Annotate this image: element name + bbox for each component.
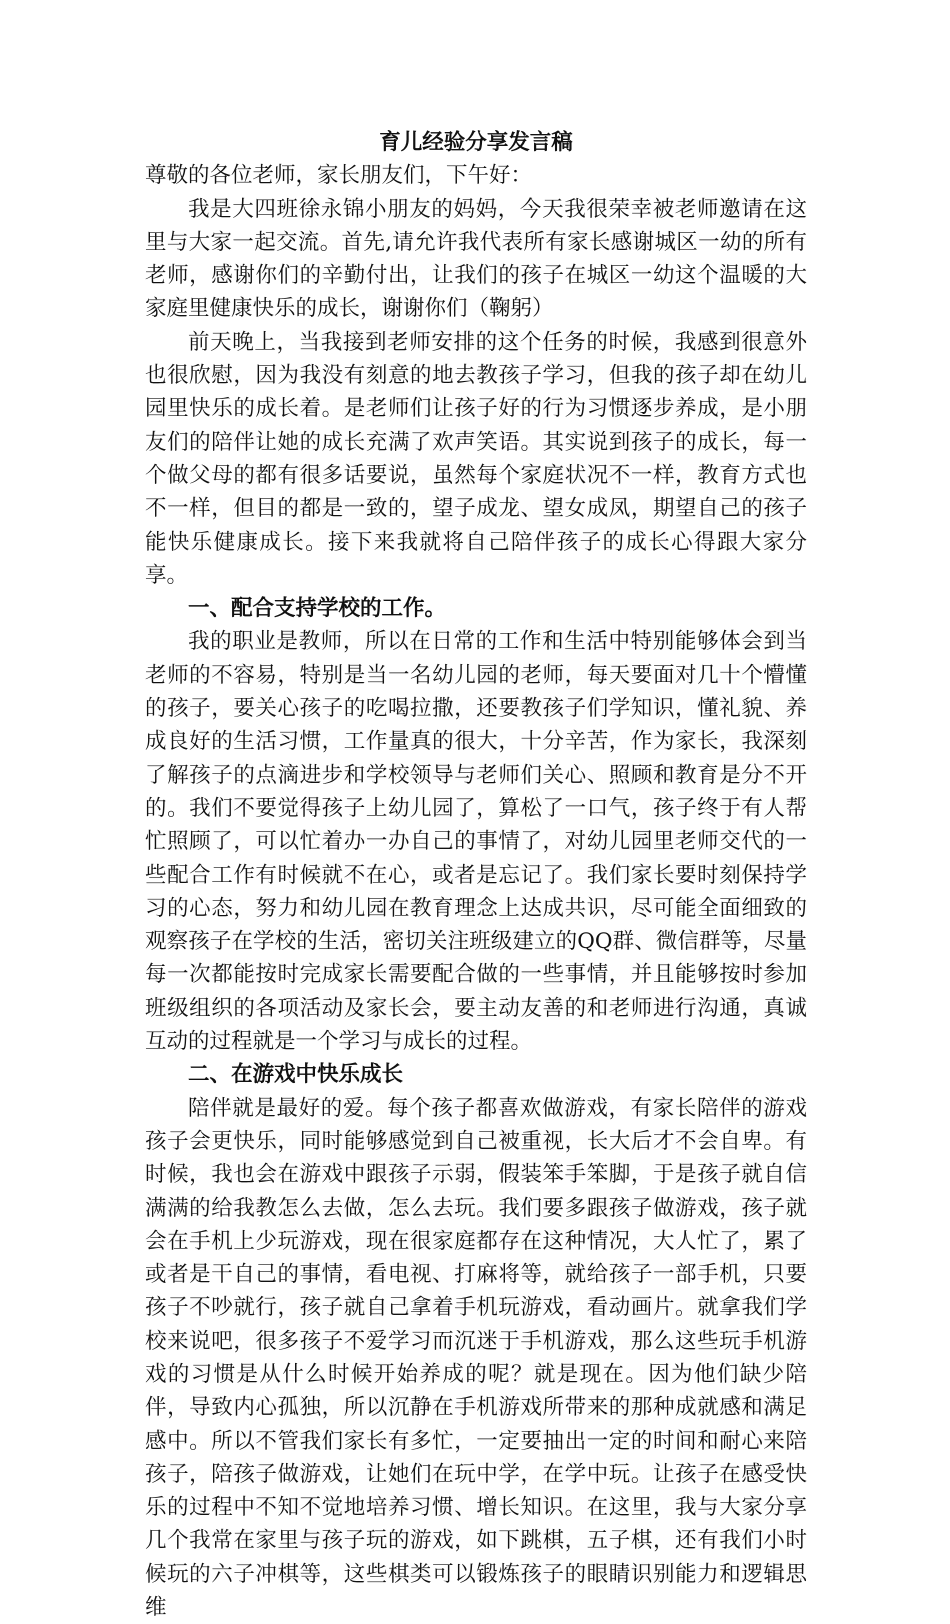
- section-body-1: 我的职业是教师，所以在日常的工作和生活中特别能够体会到当老师的不容易，特别是当一名幼儿园的老师，每天要面对几十个懵懂的孩子，要关心孩子的吃喝拉撒，还要教孩子们学知识，懂礼貌、养成良好的生活习惯，工作量真的很大，十分辛苦，作为家长，我深刻了解孩子的点滴进步和学校领导与老师们关心、照顾和教育是分不开的。我们不要觉得孩子上幼儿园了，算松了一口气，孩子终于有人帮忙照顾了，可以忙着办一办自己的事情了，对幼儿园里老师交代的一些配合工作有时候就不在心，或者是忘记了。我们家长要时刻保持学习的心态，努力和幼儿园在教育理念上达成共识，尽可能全面细致的观察孩子在学校的生活，密切关注班级建立的QQ群、微信群等，尽量每一次都能按时完成家长需要配合做的一些事情，并且能够按时参加班级组织的各项活动及家长会，要主动友善的和老师进行沟通，真诚互动的过程就是一个学习与成长的过程。: [145, 629, 807, 1055]
- section-heading-2: 二、在游戏中快乐成长: [188, 1062, 404, 1088]
- document-page: [145, 126, 807, 1624]
- document-title: 育儿经验分享发言稿: [379, 130, 573, 155]
- section-body-2: 陪伴就是最好的爱。每个孩子都喜欢做游戏，有家长陪伴的游戏孩子会更快乐，同时能够感觉到自己被重视，长大后才不会自卑。有时候，我也会在游戏中跟孩子示弱，假装笨手笨脚，于是孩子就自信满满的给我教怎么去做，怎么去玩。我们要多跟孩子做游戏，孩子就会在手机上少玩游戏，现在很家庭都存在这种情况，大人忙了，累了或者是干自己的事情，看电视、打麻将等，就给孩子一部手机，只要孩子不吵就行，孩子就自己拿着手机玩游戏，看动画片。就拿我们学校来说吧，很多孩子不爱学习而沉迷于手机游戏，那么这些玩手机游戏的习惯是从什么时候开始养成的呢？就是现在。因为他们缺少陪伴，导致内心孤独，所以沉静在手机游戏所带来的那种成就感和满足感中。所以不管我们家长有多忙，一定要抽出一定的时间和耐心来陪孩子，陪孩子做游戏，让她们在玩中学，在学中玩。让孩子在感受快乐的过程中不知不觉地培养习惯、增长知识。在这里，我与大家分享几个我常在家里与孩子玩的游戏，如下跳棋，五子棋，还有我们小时候玩的六子冲棋等，这些棋类可以锻炼孩子的眼睛识别能力和逻辑思维: [145, 1095, 807, 1621]
- section-heading-1: 一、配合支持学校的工作。: [188, 596, 447, 622]
- salutation: 尊敬的各位老师，家长朋友们，下午好：: [145, 163, 533, 189]
- paragraph-intro: 我是大四班徐永锦小朋友的妈妈，今天我很荣幸被老师邀请在这里与大家一起交流。首先,请允许我代表所有家长感谢城区一幼的所有老师，感谢你们的辛勤付出，让我们的孩子在城区一幼这个温暖的大家庭里健康快乐的成长，谢谢你们（鞠躬）: [145, 196, 807, 322]
- paragraph-background: 前天晚上，当我接到老师安排的这个任务的时候，我感到很意外也很欣慰，因为我没有刻意的地去教孩子学习，但我的孩子却在幼儿园里快乐的成长着。是老师们让孩子好的行为习惯逐步养成，是小朋友们的陪伴让她的成长充满了欢声笑语。其实说到孩子的成长，每一个做父母的都有很多话要说，虽然每个家庭状况不一样，教育方式也不一样，但目的都是一致的，望子成龙、望女成凤，期望自己的孩子能快乐健康成长。接下来我就将自己陪伴孩子的成长心得跟大家分享。: [145, 329, 807, 588]
